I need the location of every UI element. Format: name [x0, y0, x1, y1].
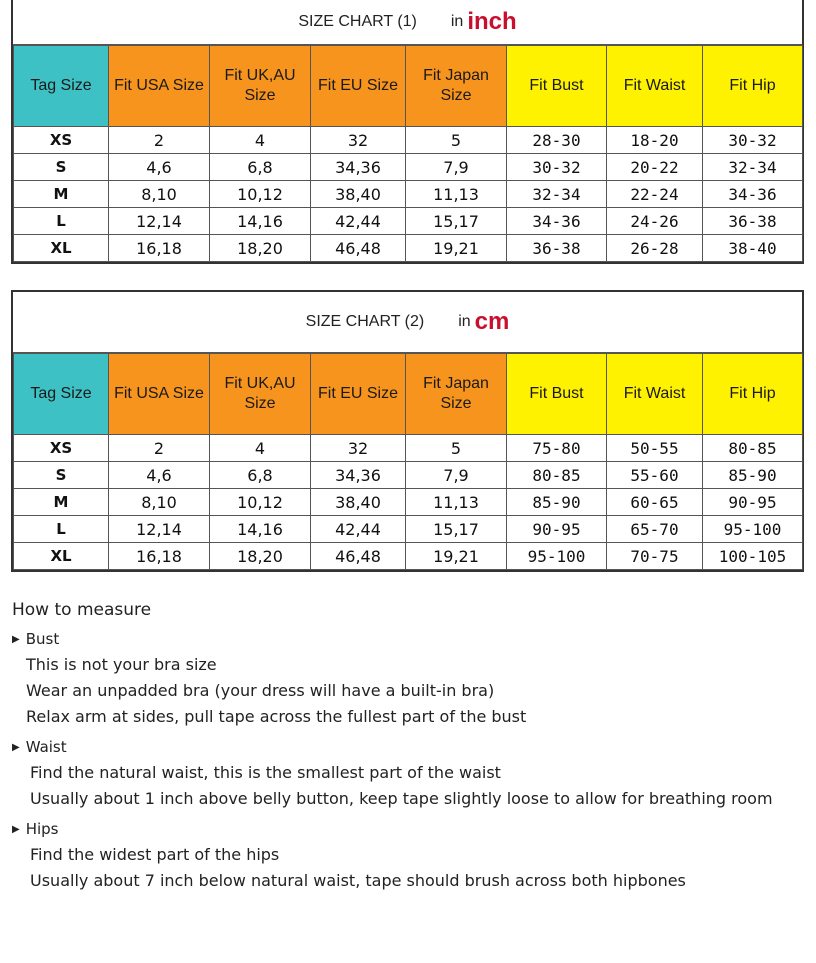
bust-cell: 36-38 [507, 235, 607, 262]
eu-size-cell: 34,36 [311, 462, 406, 489]
eu-size-cell: 32 [311, 435, 406, 462]
header-bust: Fit Bust [507, 354, 607, 435]
bust-label: Bust [25, 630, 60, 648]
tag-size-cell: M [14, 489, 109, 516]
bust-section [12, 630, 816, 730]
tag-size-cell: L [14, 208, 109, 235]
eu-size-cell: 32 [311, 127, 406, 154]
tag-size-cell: XS [14, 435, 109, 462]
eu-size-cell: 38,40 [311, 181, 406, 208]
table-row [14, 235, 803, 262]
table-row [14, 154, 803, 181]
waist-cell: 24-26 [607, 208, 703, 235]
unit-label: inch [467, 8, 517, 35]
waist-label: Waist [25, 738, 67, 756]
japan-size-cell: 7,9 [406, 462, 507, 489]
header-hip: Fit Hip [703, 354, 803, 435]
header-eu-size: Fit EU Size [311, 46, 406, 127]
header-bust: Fit Bust [507, 46, 607, 127]
usa-size-cell: 2 [109, 127, 210, 154]
header-row [14, 354, 803, 435]
japan-size-cell: 11,13 [406, 489, 507, 516]
hips-line: Find the widest part of the hips [30, 845, 280, 864]
hip-cell: 95-100 [703, 516, 803, 543]
usa-size-cell: 4,6 [109, 462, 210, 489]
uk-au-size-cell: 18,20 [210, 543, 311, 570]
header-eu-size: Fit EU Size [311, 354, 406, 435]
usa-size-cell: 12,14 [109, 208, 210, 235]
chart-title-text: SIZE CHART (1) [298, 13, 417, 30]
bullet-triangle-icon: ▶ [12, 633, 20, 645]
header-waist: Fit Waist [607, 354, 703, 435]
tag-size-cell: S [14, 462, 109, 489]
hips-section [12, 820, 816, 894]
tag-size-cell: XL [14, 543, 109, 570]
header-waist: Fit Waist [607, 46, 703, 127]
header-uk-au-size: Fit UK,AU Size [210, 354, 311, 435]
hip-cell: 30-32 [703, 127, 803, 154]
bust-cell: 85-90 [507, 489, 607, 516]
japan-size-cell: 15,17 [406, 208, 507, 235]
unit-label: cm [474, 308, 510, 335]
waist-line: Find the natural waist, this is the smallest part of the waist [30, 763, 501, 782]
uk-au-size-cell: 18,20 [210, 235, 311, 262]
tag-size-cell: XL [14, 235, 109, 262]
bust-cell: 80-85 [507, 462, 607, 489]
uk-au-size-cell: 4 [210, 127, 311, 154]
waist-section [12, 738, 816, 812]
waist-cell: 65-70 [607, 516, 703, 543]
waist-cell: 55-60 [607, 462, 703, 489]
hip-cell: 90-95 [703, 489, 803, 516]
usa-size-cell: 16,18 [109, 543, 210, 570]
bust-heading [12, 630, 816, 648]
bust-cell: 34-36 [507, 208, 607, 235]
hips-label: Hips [25, 820, 59, 838]
table-row [14, 181, 803, 208]
hip-cell: 32-34 [703, 154, 803, 181]
size-chart-inch [11, 0, 804, 264]
usa-size-cell: 4,6 [109, 154, 210, 181]
uk-au-size-cell: 14,16 [210, 208, 311, 235]
usa-size-cell: 12,14 [109, 516, 210, 543]
tag-size-cell: L [14, 516, 109, 543]
chart-title [13, 292, 802, 353]
chart-title-text: SIZE CHART (2) [305, 313, 425, 330]
header-usa-size: Fit USA Size [109, 46, 210, 127]
bust-cell: 28-30 [507, 127, 607, 154]
tag-size-cell: M [14, 181, 109, 208]
hip-cell: 85-90 [703, 462, 803, 489]
uk-au-size-cell: 4 [210, 435, 311, 462]
japan-size-cell: 19,21 [406, 235, 507, 262]
header-hip: Fit Hip [703, 46, 803, 127]
waist-cell: 18-20 [607, 127, 703, 154]
bullet-triangle-icon: ▶ [12, 741, 20, 753]
waist-cell: 70-75 [607, 543, 703, 570]
japan-size-cell: 15,17 [406, 516, 507, 543]
howto-title: How to measure [12, 600, 152, 620]
size-table [13, 45, 803, 262]
hip-cell: 34-36 [703, 181, 803, 208]
bust-cell: 32-34 [507, 181, 607, 208]
hip-cell: 80-85 [703, 435, 803, 462]
eu-size-cell: 34,36 [311, 154, 406, 181]
bust-cell: 95-100 [507, 543, 607, 570]
size-chart-cm [11, 290, 804, 572]
table-row [14, 127, 803, 154]
waist-cell: 60-65 [607, 489, 703, 516]
waist-line: Usually about 1 inch above belly button, keep tape slightly loose to allow for breathing room [30, 789, 773, 808]
header-japan-size: Fit Japan Size [406, 46, 507, 127]
bust-line: This is not your bra size [26, 655, 217, 674]
header-tag-size: Tag Size [14, 46, 109, 127]
japan-size-cell: 7,9 [406, 154, 507, 181]
table-row [14, 489, 803, 516]
japan-size-cell: 11,13 [406, 181, 507, 208]
japan-size-cell: 5 [406, 127, 507, 154]
usa-size-cell: 16,18 [109, 235, 210, 262]
bust-cell: 90-95 [507, 516, 607, 543]
header-uk-au-size: Fit UK,AU Size [210, 46, 311, 127]
eu-size-cell: 46,48 [311, 543, 406, 570]
hip-cell: 36-38 [703, 208, 803, 235]
eu-size-cell: 42,44 [311, 208, 406, 235]
table-row [14, 435, 803, 462]
waist-cell: 26-28 [607, 235, 703, 262]
size-table [13, 353, 803, 570]
uk-au-size-cell: 14,16 [210, 516, 311, 543]
bust-line: Wear an unpadded bra (your dress will have a built-in bra) [26, 681, 495, 700]
waist-cell: 20-22 [607, 154, 703, 181]
japan-size-cell: 19,21 [406, 543, 507, 570]
tag-size-cell: S [14, 154, 109, 181]
usa-size-cell: 2 [109, 435, 210, 462]
usa-size-cell: 8,10 [109, 181, 210, 208]
usa-size-cell: 8,10 [109, 489, 210, 516]
eu-size-cell: 42,44 [311, 516, 406, 543]
how-to-measure [12, 600, 816, 902]
unit-prefix: in [458, 313, 471, 330]
waist-heading [12, 738, 816, 756]
bust-cell: 75-80 [507, 435, 607, 462]
table-row [14, 208, 803, 235]
bullet-triangle-icon: ▶ [12, 823, 20, 835]
header-row [14, 46, 803, 127]
uk-au-size-cell: 6,8 [210, 154, 311, 181]
unit-prefix: in [450, 13, 464, 30]
table-row [14, 543, 803, 570]
uk-au-size-cell: 10,12 [210, 181, 311, 208]
japan-size-cell: 5 [406, 435, 507, 462]
eu-size-cell: 46,48 [311, 235, 406, 262]
tag-size-cell: XS [14, 127, 109, 154]
header-usa-size: Fit USA Size [109, 354, 210, 435]
table-row [14, 516, 803, 543]
waist-cell: 22-24 [607, 181, 703, 208]
uk-au-size-cell: 10,12 [210, 489, 311, 516]
table-row [14, 462, 803, 489]
hip-cell: 38-40 [703, 235, 803, 262]
header-tag-size: Tag Size [14, 354, 109, 435]
chart-title [13, 0, 802, 45]
bust-cell: 30-32 [507, 154, 607, 181]
header-japan-size: Fit Japan Size [406, 354, 507, 435]
uk-au-size-cell: 6,8 [210, 462, 311, 489]
eu-size-cell: 38,40 [311, 489, 406, 516]
hips-line: Usually about 7 inch below natural waist, tape should brush across both hipbones [30, 871, 686, 890]
bust-line: Relax arm at sides, pull tape across the fullest part of the bust [26, 707, 527, 726]
hips-heading [12, 820, 816, 838]
waist-cell: 50-55 [607, 435, 703, 462]
hip-cell: 100-105 [703, 543, 803, 570]
